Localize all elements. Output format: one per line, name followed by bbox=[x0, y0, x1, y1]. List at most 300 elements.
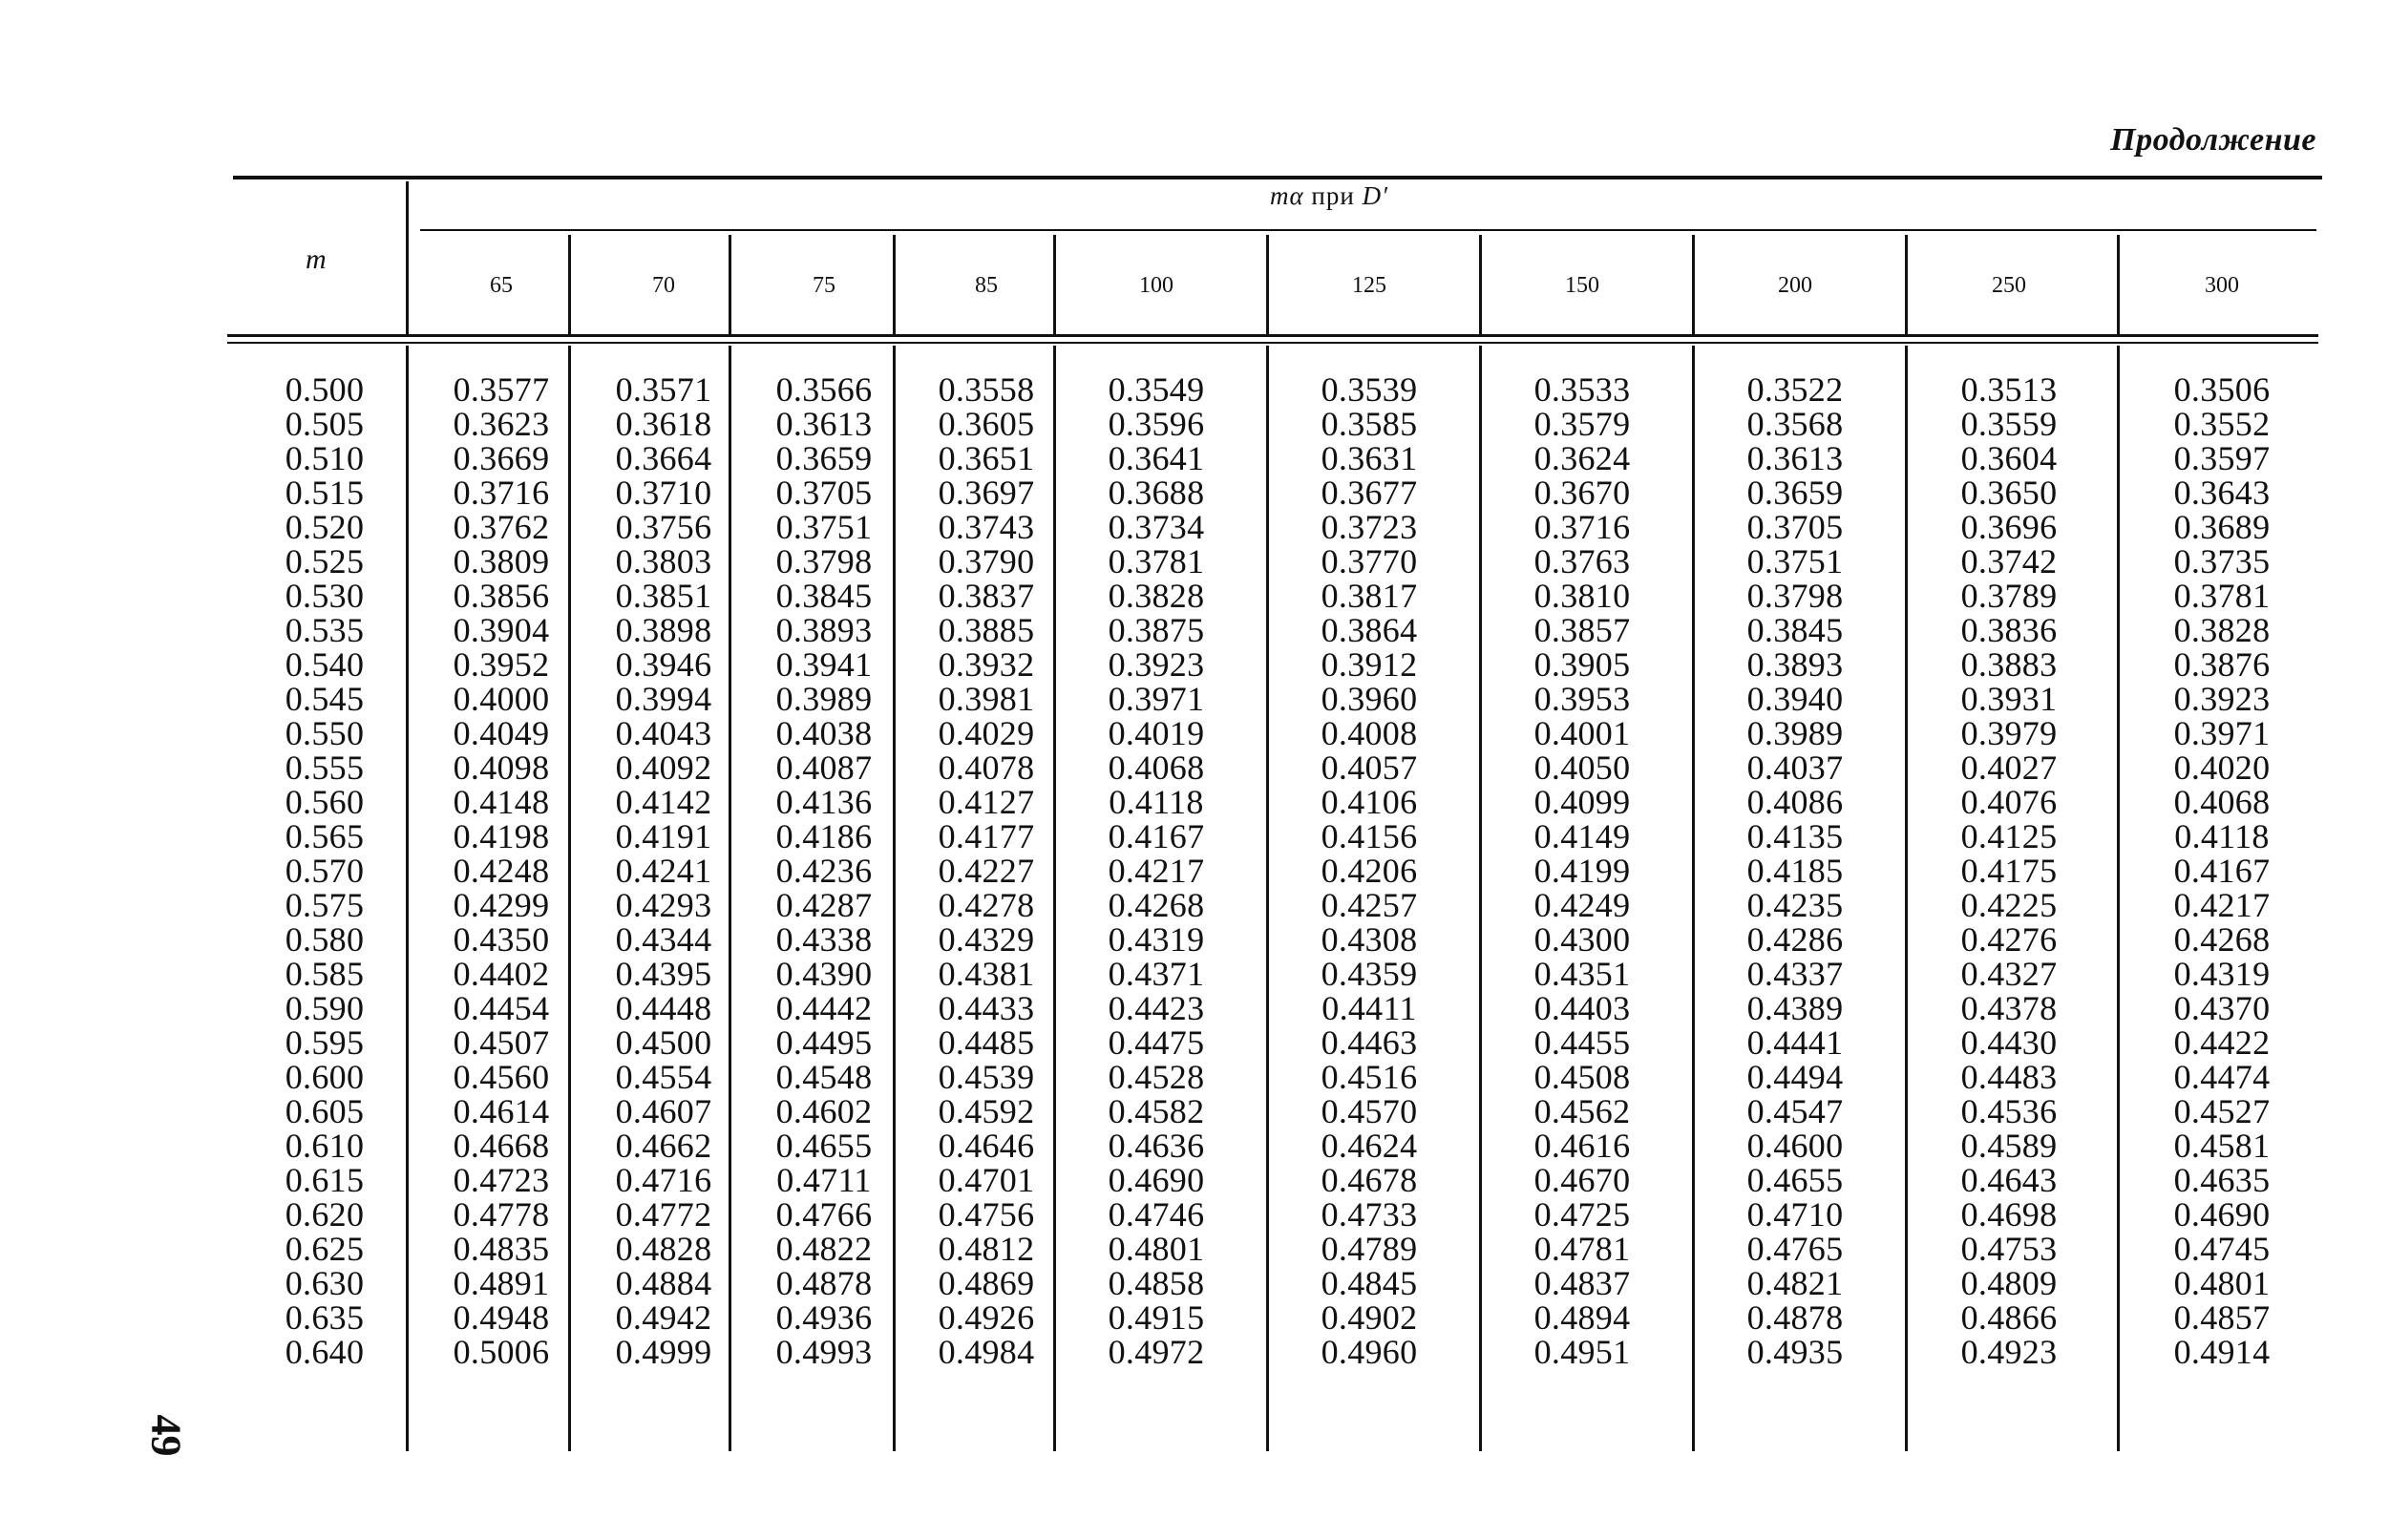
table-cell: 0.4019 bbox=[1108, 714, 1205, 752]
table-cell: 0.4516 bbox=[1321, 1058, 1418, 1096]
table-cell: 0.4789 bbox=[1321, 1230, 1418, 1268]
table-cell: 0.4857 bbox=[2173, 1298, 2271, 1337]
column-divider-header bbox=[1692, 235, 1695, 334]
header-rule-1 bbox=[227, 334, 2318, 337]
table-cell: 0.4149 bbox=[1533, 817, 1631, 855]
table-cell: 0.4527 bbox=[2173, 1092, 2271, 1130]
column-header: 85 bbox=[975, 273, 998, 298]
continuation-label: Продолжение bbox=[2110, 122, 2316, 158]
column-header: 150 bbox=[1565, 273, 1599, 298]
m-value: 0.570 bbox=[285, 852, 365, 890]
table-cell: 0.4753 bbox=[1960, 1230, 2058, 1268]
m-value: 0.510 bbox=[285, 439, 365, 477]
table-cell: 0.4698 bbox=[1960, 1195, 2058, 1234]
table-cell: 0.4068 bbox=[2173, 783, 2271, 821]
table-cell: 0.3971 bbox=[1108, 680, 1205, 718]
table-cell: 0.3817 bbox=[1321, 577, 1418, 615]
table-cell: 0.4118 bbox=[2174, 817, 2270, 855]
group-header-rule bbox=[420, 229, 2316, 231]
m-value: 0.635 bbox=[285, 1298, 365, 1337]
table-cell: 0.3845 bbox=[1746, 611, 1844, 649]
table-cell: 0.4474 bbox=[2173, 1058, 2271, 1096]
table-cell: 0.4560 bbox=[453, 1058, 550, 1096]
table-cell: 0.4822 bbox=[775, 1230, 873, 1268]
table-cell: 0.4536 bbox=[1960, 1092, 2058, 1130]
table-cell: 0.3650 bbox=[1960, 474, 2058, 512]
m-value: 0.620 bbox=[285, 1195, 365, 1234]
table-cell: 0.4027 bbox=[1960, 749, 2058, 787]
table-cell: 0.4092 bbox=[615, 749, 712, 787]
table-cell: 0.4448 bbox=[615, 989, 712, 1027]
table-cell: 0.4548 bbox=[775, 1058, 873, 1096]
table-cell: 0.3798 bbox=[775, 542, 873, 580]
table-cell: 0.4781 bbox=[1533, 1230, 1631, 1268]
table-cell: 0.4766 bbox=[775, 1195, 873, 1234]
m-column bbox=[258, 372, 391, 1369]
table-cell: 0.4257 bbox=[1321, 886, 1418, 924]
table-cell: 0.4866 bbox=[1960, 1298, 2058, 1337]
table-cell: 0.4508 bbox=[1533, 1058, 1631, 1096]
table-cell: 0.3931 bbox=[1960, 680, 2058, 718]
table-cell: 0.4389 bbox=[1746, 989, 1844, 1027]
table-cell: 0.4020 bbox=[2173, 749, 2271, 787]
table-cell: 0.3506 bbox=[2173, 370, 2271, 409]
table-cell: 0.3716 bbox=[1533, 508, 1631, 546]
table-cell: 0.3989 bbox=[1746, 714, 1844, 752]
table-cell: 0.4725 bbox=[1533, 1195, 1631, 1234]
table-cell: 0.4915 bbox=[1108, 1298, 1205, 1337]
column-header: 125 bbox=[1352, 273, 1386, 298]
table-cell: 0.4607 bbox=[615, 1092, 712, 1130]
m-value: 0.530 bbox=[285, 577, 365, 615]
table-cell: 0.4600 bbox=[1746, 1127, 1844, 1165]
table-cell: 0.4589 bbox=[1960, 1127, 2058, 1165]
table-cell: 0.4098 bbox=[453, 749, 550, 787]
data-column-250 bbox=[1918, 372, 2100, 1369]
table-cell: 0.4984 bbox=[938, 1333, 1035, 1371]
table-cell: 0.4772 bbox=[615, 1195, 712, 1234]
table-cell: 0.4135 bbox=[1746, 817, 1844, 855]
table-cell: 0.4463 bbox=[1321, 1023, 1418, 1062]
m-value: 0.505 bbox=[285, 405, 365, 443]
table-cell: 0.4206 bbox=[1321, 852, 1418, 890]
table-cell: 0.3923 bbox=[2173, 680, 2271, 718]
table-cell: 0.4402 bbox=[453, 955, 550, 993]
table-cell: 0.4646 bbox=[938, 1127, 1035, 1165]
table-cell: 0.4185 bbox=[1746, 852, 1844, 890]
column-divider-body bbox=[1692, 346, 1695, 1451]
table-cell: 0.4351 bbox=[1533, 955, 1631, 993]
table-cell: 0.3559 bbox=[1960, 405, 2058, 443]
m-value: 0.555 bbox=[285, 749, 365, 787]
table-cell: 0.3960 bbox=[1321, 680, 1418, 718]
table-cell: 0.3631 bbox=[1321, 439, 1418, 477]
table-cell: 0.4167 bbox=[1108, 817, 1205, 855]
table-cell: 0.4636 bbox=[1108, 1127, 1205, 1165]
table-cell: 0.3781 bbox=[1108, 542, 1205, 580]
m-value: 0.630 bbox=[285, 1264, 365, 1302]
table-cell: 0.4494 bbox=[1746, 1058, 1844, 1096]
table-cell: 0.4236 bbox=[775, 852, 873, 890]
table-cell: 0.3989 bbox=[775, 680, 873, 718]
table-cell: 0.4495 bbox=[775, 1023, 873, 1062]
table-cell: 0.4635 bbox=[2173, 1161, 2271, 1199]
table-cell: 0.3613 bbox=[775, 405, 873, 443]
table-cell: 0.4670 bbox=[1533, 1161, 1631, 1199]
table-cell: 0.4614 bbox=[453, 1092, 550, 1130]
table-cell: 0.4433 bbox=[938, 989, 1035, 1027]
table-cell: 0.4778 bbox=[453, 1195, 550, 1234]
m-value: 0.590 bbox=[285, 989, 365, 1027]
table-cell: 0.3669 bbox=[453, 439, 550, 477]
table-cell: 0.4801 bbox=[2173, 1264, 2271, 1302]
table-cell: 0.3751 bbox=[775, 508, 873, 546]
table-cell: 0.4746 bbox=[1108, 1195, 1205, 1234]
table-cell: 0.3875 bbox=[1108, 611, 1205, 649]
row-header-m: m bbox=[306, 243, 327, 275]
table-cell: 0.3596 bbox=[1108, 405, 1205, 443]
table-cell: 0.3710 bbox=[615, 474, 712, 512]
table-cell: 0.3688 bbox=[1108, 474, 1205, 512]
data-column-70 bbox=[573, 372, 754, 1369]
table-cell: 0.4422 bbox=[2173, 1023, 2271, 1062]
column-divider-header bbox=[406, 181, 409, 334]
table-cell: 0.4086 bbox=[1746, 783, 1844, 821]
table-cell: 0.4528 bbox=[1108, 1058, 1205, 1096]
table-cell: 0.3513 bbox=[1960, 370, 2058, 409]
table-cell: 0.4008 bbox=[1321, 714, 1418, 752]
table-cell: 0.4690 bbox=[2173, 1195, 2271, 1234]
table-cell: 0.4050 bbox=[1533, 749, 1631, 787]
table-cell: 0.4837 bbox=[1533, 1264, 1631, 1302]
table-cell: 0.3762 bbox=[453, 508, 550, 546]
table-cell: 0.4175 bbox=[1960, 852, 2058, 890]
m-value: 0.585 bbox=[285, 955, 365, 993]
table-cell: 0.4118 bbox=[1109, 783, 1204, 821]
table-cell: 0.3781 bbox=[2173, 577, 2271, 615]
m-value: 0.500 bbox=[285, 370, 365, 409]
m-value: 0.640 bbox=[285, 1333, 365, 1371]
m-value: 0.595 bbox=[285, 1023, 365, 1062]
table-cell: 0.4300 bbox=[1533, 920, 1631, 959]
m-value: 0.540 bbox=[285, 645, 365, 684]
table-cell: 0.3743 bbox=[938, 508, 1035, 546]
table-cell: 0.3756 bbox=[615, 508, 712, 546]
table-cell: 0.3705 bbox=[775, 474, 873, 512]
table-cell: 0.3742 bbox=[1960, 542, 2058, 580]
m-value: 0.600 bbox=[285, 1058, 365, 1096]
table-cell: 0.4562 bbox=[1533, 1092, 1631, 1130]
table-cell: 0.3605 bbox=[938, 405, 1035, 443]
table-cell: 0.4287 bbox=[775, 886, 873, 924]
table-cell: 0.4483 bbox=[1960, 1058, 2058, 1096]
table-cell: 0.3558 bbox=[938, 370, 1035, 409]
table-cell: 0.4581 bbox=[2173, 1127, 2271, 1165]
table-cell: 0.4442 bbox=[775, 989, 873, 1027]
table-cell: 0.4539 bbox=[938, 1058, 1035, 1096]
table-cell: 0.3789 bbox=[1960, 577, 2058, 615]
table-cell: 0.3568 bbox=[1746, 405, 1844, 443]
table-cell: 0.4454 bbox=[453, 989, 550, 1027]
table-cell: 0.4765 bbox=[1746, 1230, 1844, 1268]
column-header: 65 bbox=[490, 273, 513, 298]
table-cell: 0.4951 bbox=[1533, 1333, 1631, 1371]
table-cell: 0.4327 bbox=[1960, 955, 2058, 993]
table-cell: 0.4268 bbox=[1108, 886, 1205, 924]
table-cell: 0.3981 bbox=[938, 680, 1035, 718]
table-cell: 0.3763 bbox=[1533, 542, 1631, 580]
m-value: 0.580 bbox=[285, 920, 365, 959]
table-cell: 0.3941 bbox=[775, 645, 873, 684]
table-cell: 0.3624 bbox=[1533, 439, 1631, 477]
table-cell: 0.3716 bbox=[453, 474, 550, 512]
table-cell: 0.4099 bbox=[1533, 783, 1631, 821]
table-cell: 0.4359 bbox=[1321, 955, 1418, 993]
table-cell: 0.4293 bbox=[615, 886, 712, 924]
table-cell: 0.4701 bbox=[938, 1161, 1035, 1199]
data-column-200 bbox=[1704, 372, 1886, 1369]
table-cell: 0.4127 bbox=[938, 783, 1035, 821]
m-value: 0.615 bbox=[285, 1161, 365, 1199]
table-cell: 0.4076 bbox=[1960, 783, 2058, 821]
group-header-word: при bbox=[1303, 181, 1363, 210]
table-cell: 0.4370 bbox=[2173, 989, 2271, 1027]
table-cell: 0.3579 bbox=[1533, 405, 1631, 443]
table-cell: 0.4344 bbox=[615, 920, 712, 959]
table-cell: 0.3864 bbox=[1321, 611, 1418, 649]
m-value: 0.565 bbox=[285, 817, 365, 855]
table-cell: 0.3940 bbox=[1746, 680, 1844, 718]
m-value: 0.515 bbox=[285, 474, 365, 512]
table-cell: 0.4235 bbox=[1746, 886, 1844, 924]
m-value: 0.575 bbox=[285, 886, 365, 924]
table-cell: 0.4381 bbox=[938, 955, 1035, 993]
column-divider-header bbox=[893, 235, 896, 334]
table-cell: 0.4570 bbox=[1321, 1092, 1418, 1130]
table-cell: 0.3905 bbox=[1533, 645, 1631, 684]
table-cell: 0.4582 bbox=[1108, 1092, 1205, 1130]
table-cell: 0.3828 bbox=[1108, 577, 1205, 615]
table-cell: 0.4087 bbox=[775, 749, 873, 787]
table-cell: 0.3552 bbox=[2173, 405, 2271, 443]
table-cell: 0.3651 bbox=[938, 439, 1035, 477]
table-cell: 0.3571 bbox=[615, 370, 712, 409]
table-cell: 0.3670 bbox=[1533, 474, 1631, 512]
table-cell: 0.3912 bbox=[1321, 645, 1418, 684]
table-cell: 0.4276 bbox=[1960, 920, 2058, 959]
table-cell: 0.3734 bbox=[1108, 508, 1205, 546]
column-header: 70 bbox=[652, 273, 675, 298]
table-cell: 0.3883 bbox=[1960, 645, 2058, 684]
table-cell: 0.3770 bbox=[1321, 542, 1418, 580]
column-header: 250 bbox=[1992, 273, 2026, 298]
table-cell: 0.3623 bbox=[453, 405, 550, 443]
table-cell: 0.4001 bbox=[1533, 714, 1631, 752]
table-cell: 0.4378 bbox=[1960, 989, 2058, 1027]
table-cell: 0.4891 bbox=[453, 1264, 550, 1302]
table-cell: 0.3659 bbox=[775, 439, 873, 477]
table-cell: 0.4972 bbox=[1108, 1333, 1205, 1371]
table-cell: 0.4430 bbox=[1960, 1023, 2058, 1062]
table-cell: 0.4167 bbox=[2173, 852, 2271, 890]
column-header: 100 bbox=[1139, 273, 1173, 298]
table-cell: 0.4068 bbox=[1108, 749, 1205, 787]
table-cell: 0.4821 bbox=[1746, 1264, 1844, 1302]
table-cell: 0.4554 bbox=[615, 1058, 712, 1096]
table-cell: 0.4507 bbox=[453, 1023, 550, 1062]
table-cell: 0.4329 bbox=[938, 920, 1035, 959]
table-cell: 0.4960 bbox=[1321, 1333, 1418, 1371]
table-cell: 0.4177 bbox=[938, 817, 1035, 855]
table-cell: 0.4186 bbox=[775, 817, 873, 855]
table-cell: 0.4935 bbox=[1746, 1333, 1844, 1371]
table-cell: 0.4936 bbox=[775, 1298, 873, 1337]
table-cell: 0.4756 bbox=[938, 1195, 1035, 1234]
table-cell: 0.3798 bbox=[1746, 577, 1844, 615]
table-cell: 0.4156 bbox=[1321, 817, 1418, 855]
data-column-150 bbox=[1491, 372, 1673, 1369]
table-cell: 0.4655 bbox=[775, 1127, 873, 1165]
table-cell: 0.4390 bbox=[775, 955, 873, 993]
column-divider-header bbox=[2117, 235, 2120, 334]
table-cell: 0.4500 bbox=[615, 1023, 712, 1062]
table-cell: 0.4057 bbox=[1321, 749, 1418, 787]
table-cell: 0.3851 bbox=[615, 577, 712, 615]
table-cell: 0.3809 bbox=[453, 542, 550, 580]
table-cell: 0.3533 bbox=[1533, 370, 1631, 409]
table-cell: 0.4902 bbox=[1321, 1298, 1418, 1337]
table-cell: 0.4923 bbox=[1960, 1333, 2058, 1371]
table-cell: 0.4029 bbox=[938, 714, 1035, 752]
table-cell: 0.4716 bbox=[615, 1161, 712, 1199]
table-cell: 0.4199 bbox=[1533, 852, 1631, 890]
table-cell: 0.4678 bbox=[1321, 1161, 1418, 1199]
column-header: 75 bbox=[813, 273, 835, 298]
column-divider-body bbox=[406, 346, 409, 1451]
table-cell: 0.4745 bbox=[2173, 1230, 2271, 1268]
table-cell: 0.3705 bbox=[1746, 508, 1844, 546]
table-cell: 0.4869 bbox=[938, 1264, 1035, 1302]
top-rule bbox=[233, 176, 2322, 179]
table-cell: 0.4403 bbox=[1533, 989, 1631, 1027]
table-cell: 0.3946 bbox=[615, 645, 712, 684]
table-cell: 0.3898 bbox=[615, 611, 712, 649]
table-cell: 0.3923 bbox=[1108, 645, 1205, 684]
table-cell: 0.3641 bbox=[1108, 439, 1205, 477]
table-cell: 0.4845 bbox=[1321, 1264, 1418, 1302]
table-cell: 0.4999 bbox=[615, 1333, 712, 1371]
column-divider-body bbox=[1479, 346, 1482, 1451]
group-header-var: D′ bbox=[1362, 181, 1388, 210]
table-cell: 0.4038 bbox=[775, 714, 873, 752]
data-column-125 bbox=[1279, 372, 1460, 1369]
table-cell: 0.4942 bbox=[615, 1298, 712, 1337]
table-cell: 0.3613 bbox=[1746, 439, 1844, 477]
table-cell: 0.4835 bbox=[453, 1230, 550, 1268]
table-cell: 0.4809 bbox=[1960, 1264, 2058, 1302]
table-cell: 0.4812 bbox=[938, 1230, 1035, 1268]
table-cell: 0.4338 bbox=[775, 920, 873, 959]
table-cell: 0.4441 bbox=[1746, 1023, 1844, 1062]
table-cell: 0.4337 bbox=[1746, 955, 1844, 993]
table-cell: 0.4993 bbox=[775, 1333, 873, 1371]
m-value: 0.525 bbox=[285, 542, 365, 580]
table-cell: 0.4217 bbox=[1108, 852, 1205, 890]
table-cell: 0.4217 bbox=[2173, 886, 2271, 924]
table-cell: 0.3566 bbox=[775, 370, 873, 409]
table-cell: 0.4884 bbox=[615, 1264, 712, 1302]
table-cell: 0.4286 bbox=[1746, 920, 1844, 959]
table-cell: 0.4926 bbox=[938, 1298, 1035, 1337]
table-cell: 0.3539 bbox=[1321, 370, 1418, 409]
table-cell: 0.4475 bbox=[1108, 1023, 1205, 1062]
data-column-100 bbox=[1066, 372, 1247, 1369]
table-cell: 0.4624 bbox=[1321, 1127, 1418, 1165]
table-cell: 0.4043 bbox=[615, 714, 712, 752]
table-cell: 0.4655 bbox=[1746, 1161, 1844, 1199]
table-cell: 0.4602 bbox=[775, 1092, 873, 1130]
table-cell: 0.3837 bbox=[938, 577, 1035, 615]
table-cell: 0.3659 bbox=[1746, 474, 1844, 512]
table-cell: 0.4106 bbox=[1321, 783, 1418, 821]
table-cell: 0.4142 bbox=[615, 783, 712, 821]
table-cell: 0.4711 bbox=[776, 1161, 872, 1199]
table-cell: 0.4547 bbox=[1746, 1092, 1844, 1130]
table-cell: 0.3994 bbox=[615, 680, 712, 718]
table-cell: 0.5006 bbox=[453, 1333, 550, 1371]
table-cell: 0.4948 bbox=[453, 1298, 550, 1337]
table-cell: 0.4455 bbox=[1533, 1023, 1631, 1062]
table-cell: 0.4616 bbox=[1533, 1127, 1631, 1165]
table-cell: 0.3549 bbox=[1108, 370, 1205, 409]
table-cell: 0.3677 bbox=[1321, 474, 1418, 512]
group-header-prefix: mα bbox=[1270, 181, 1304, 210]
table-cell: 0.3893 bbox=[1746, 645, 1844, 684]
table-cell: 0.3952 bbox=[453, 645, 550, 684]
column-divider-header bbox=[1479, 235, 1482, 334]
m-value: 0.560 bbox=[285, 783, 365, 821]
table-cell: 0.3522 bbox=[1746, 370, 1844, 409]
table-cell: 0.4278 bbox=[938, 886, 1035, 924]
m-value: 0.545 bbox=[285, 680, 365, 718]
table-cell: 0.4423 bbox=[1108, 989, 1205, 1027]
table-cell: 0.4198 bbox=[453, 817, 550, 855]
table-cell: 0.4894 bbox=[1533, 1298, 1631, 1337]
table-cell: 0.3577 bbox=[453, 370, 550, 409]
table-cell: 0.3585 bbox=[1321, 405, 1418, 443]
column-divider-header bbox=[1266, 235, 1269, 334]
table-cell: 0.4136 bbox=[775, 783, 873, 821]
table-cell: 0.4049 bbox=[453, 714, 550, 752]
table-cell: 0.3790 bbox=[938, 542, 1035, 580]
column-divider-body bbox=[1905, 346, 1908, 1451]
table-cell: 0.3876 bbox=[2173, 645, 2271, 684]
table-cell: 0.4723 bbox=[453, 1161, 550, 1199]
table-cell: 0.3828 bbox=[2173, 611, 2271, 649]
table-cell: 0.4319 bbox=[1108, 920, 1205, 959]
table-cell: 0.3885 bbox=[938, 611, 1035, 649]
table-cell: 0.3618 bbox=[615, 405, 712, 443]
m-value: 0.520 bbox=[285, 508, 365, 546]
table-cell: 0.4485 bbox=[938, 1023, 1035, 1062]
table-cell: 0.4710 bbox=[1746, 1195, 1844, 1234]
table-cell: 0.3604 bbox=[1960, 439, 2058, 477]
table-cell: 0.3664 bbox=[615, 439, 712, 477]
table-cell: 0.3979 bbox=[1960, 714, 2058, 752]
table-cell: 0.4801 bbox=[1108, 1230, 1205, 1268]
table-cell: 0.3751 bbox=[1746, 542, 1844, 580]
table-cell: 0.4643 bbox=[1960, 1161, 2058, 1199]
